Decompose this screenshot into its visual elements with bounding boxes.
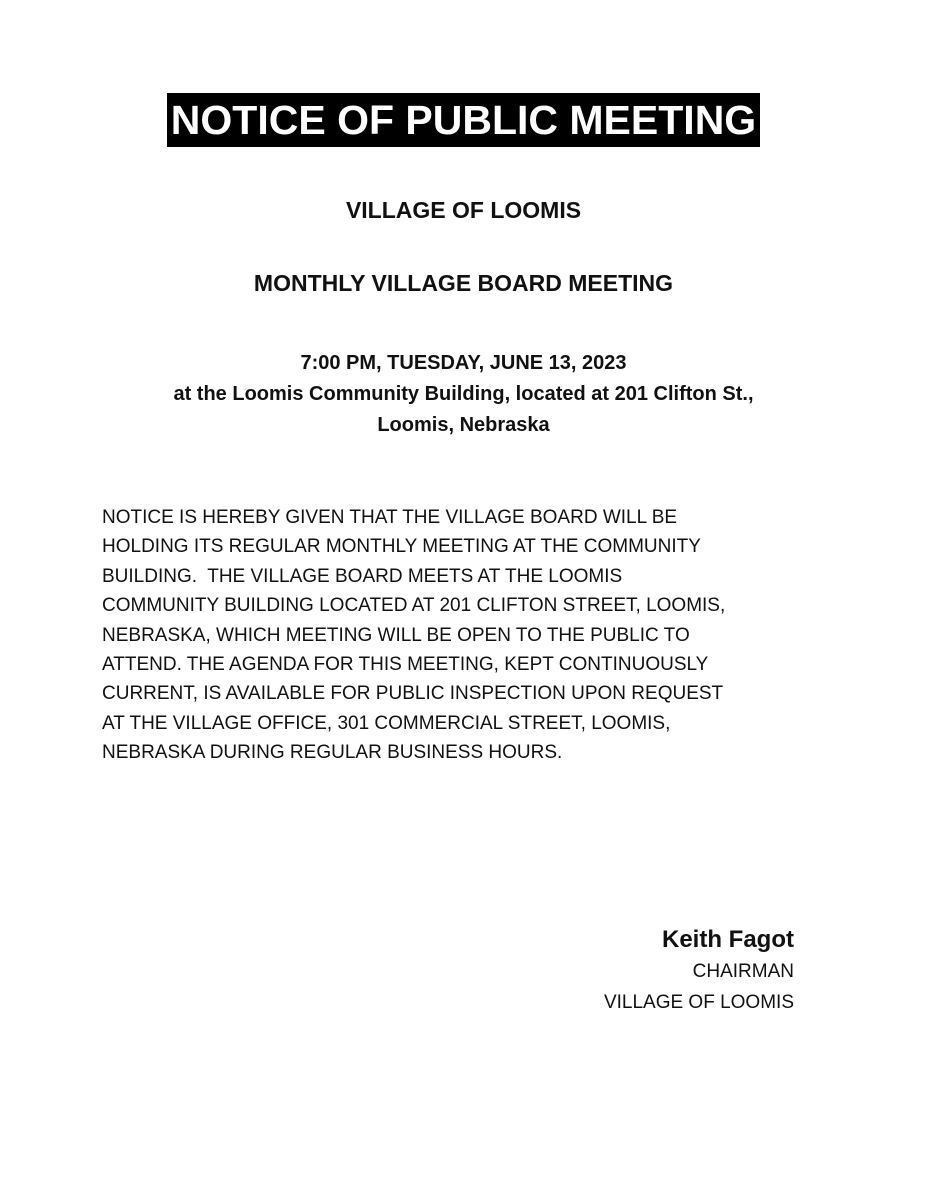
body-line: NEBRASKA DURING REGULAR BUSINESS HOURS. bbox=[102, 742, 563, 764]
body-line: COMMUNITY BUILDING LOCATED AT 201 CLIFTON STREET, LOOMIS, bbox=[102, 595, 726, 617]
body-line: HOLDING ITS REGULAR MONTHLY MEETING AT THE COMMUNITY bbox=[102, 536, 701, 558]
body-line: CURRENT, IS AVAILABLE FOR PUBLIC INSPECTION UPON REQUEST bbox=[102, 683, 724, 705]
body-line: NEBRASKA, WHICH MEETING WILL BE OPEN TO THE PUBLIC TO bbox=[102, 624, 690, 646]
notice-body bbox=[102, 503, 802, 768]
meeting-type-heading: MONTHLY VILLAGE BOARD MEETING bbox=[253, 270, 674, 296]
signatory-organization: VILLAGE OF LOOMIS bbox=[603, 992, 794, 1013]
title-container bbox=[0, 93, 927, 147]
body-line: AT THE VILLAGE OFFICE, 301 COMMERCIAL STREET, LOOMIS, bbox=[102, 712, 671, 734]
signatory-role: CHAIRMAN bbox=[692, 961, 794, 982]
body-line: BUILDING. THE VILLAGE BOARD MEETS AT THE LOOMIS bbox=[102, 565, 623, 587]
meeting-datetime-location bbox=[0, 348, 927, 441]
meeting-location-line: at the Loomis Community Building, located at 201 Clifton St., bbox=[173, 383, 754, 405]
signatory-name: Keith Fagot bbox=[662, 926, 794, 953]
body-line: ATTEND. THE AGENDA FOR THIS MEETING, KEPT CONTINUOUSLY bbox=[102, 654, 709, 676]
notice-title: NOTICE OF PUBLIC MEETING bbox=[167, 93, 760, 147]
meeting-city-line: Loomis, Nebraska bbox=[377, 414, 550, 436]
body-line: NOTICE IS HEREBY GIVEN THAT THE VILLAGE BOARD WILL BE bbox=[102, 507, 678, 528]
village-heading: VILLAGE OF LOOMIS bbox=[345, 197, 582, 223]
meeting-datetime-line: 7:00 PM, TUESDAY, JUNE 13, 2023 bbox=[300, 352, 627, 374]
signature-block bbox=[604, 924, 794, 1018]
